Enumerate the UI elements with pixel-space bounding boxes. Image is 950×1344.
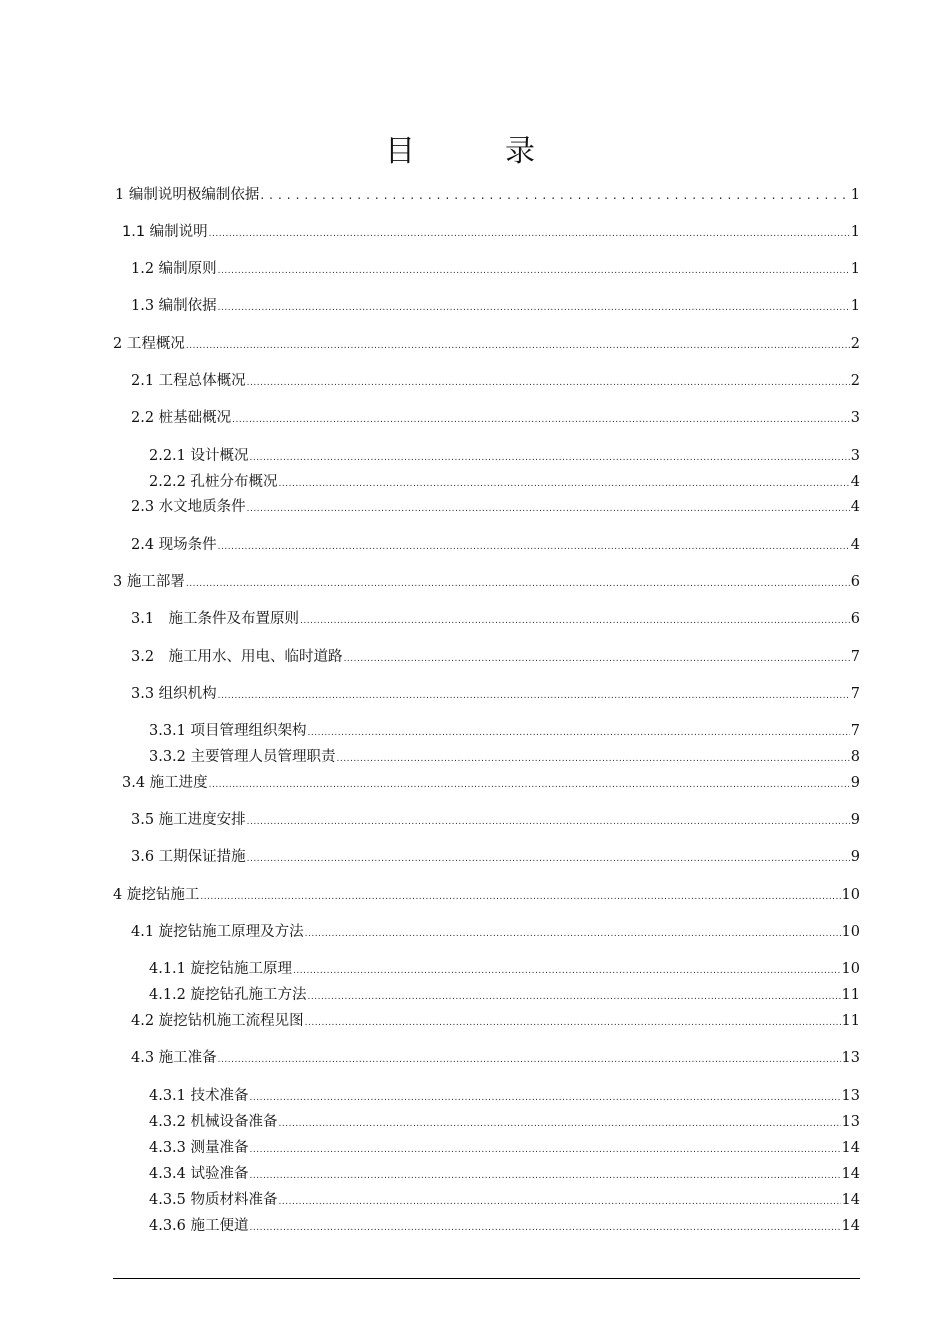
toc-leader-dots [186, 337, 850, 355]
toc-entry-page: 3 [850, 448, 860, 464]
toc-entry[interactable] [149, 473, 860, 493]
toc-entry-page: 9 [850, 812, 860, 828]
toc-leader-dots [232, 411, 850, 429]
toc-leader-dots [218, 687, 850, 705]
toc-entry-page: 13 [841, 1088, 860, 1104]
toc-leader-dots [250, 1141, 841, 1159]
toc-entry[interactable] [122, 774, 860, 794]
toc-entry-page: 14 [841, 1166, 860, 1182]
toc-entry-page: 4 [850, 499, 860, 515]
toc-entry-page: 4 [850, 537, 860, 553]
toc-entry[interactable] [113, 335, 860, 355]
toc-entry-page: 3 [850, 410, 860, 426]
toc-entry[interactable] [131, 685, 860, 705]
toc-entry-label: 4.3.5 物质材料准备 [149, 1192, 278, 1208]
toc-entry-page: 14 [841, 1192, 860, 1208]
toc-entry-page: 2 [850, 336, 860, 352]
toc-entry[interactable] [131, 409, 860, 429]
toc-leader-dots [250, 449, 850, 467]
toc-entry-page: 1 [850, 187, 860, 203]
toc-entry-label: 4.3 施工准备 [131, 1050, 217, 1066]
toc-entry-label: 1.2 编制原则 [131, 261, 217, 277]
toc-entry-page: 9 [850, 775, 860, 791]
toc-entry-label: 4.3.2 机械设备准备 [149, 1114, 278, 1130]
page-title: 目 录 [385, 134, 565, 169]
toc-leader-dots [218, 1051, 841, 1069]
toc-entry-page: 13 [841, 1050, 860, 1066]
toc-entry[interactable] [149, 1191, 860, 1211]
toc-entry[interactable] [131, 372, 860, 392]
toc-entry-page: 7 [850, 723, 860, 739]
toc-entry-label: 3.6 工期保证措施 [131, 849, 246, 865]
toc-entry-label: 4.3.3 测量准备 [149, 1140, 249, 1156]
toc-entry-label: 3.3.1 项目管理组织架构 [149, 723, 307, 739]
toc-entry-page: 10 [841, 961, 860, 977]
toc-leader-dots [209, 776, 850, 794]
toc-entry[interactable] [149, 986, 860, 1006]
toc-entry-page: 13 [841, 1114, 860, 1130]
toc-entry-label: 1.1 编制说明 [122, 224, 208, 240]
toc-entry-label: 3.3.2 主要管理人员管理职责 [149, 749, 336, 765]
toc-entry[interactable] [131, 648, 860, 668]
toc-entry[interactable] [131, 1049, 860, 1069]
toc-entry[interactable] [131, 498, 860, 518]
toc-entry-label: 2.2.2 孔桩分布概况 [149, 474, 278, 490]
toc-leader-dots [308, 724, 850, 742]
toc-entry-page: 2 [850, 373, 860, 389]
toc-leader-dots [305, 1014, 841, 1032]
toc-entry-label: 3 施工部署 [113, 574, 185, 590]
toc-entry-page: 1 [850, 261, 860, 277]
toc-entry-label: 3.5 施工进度安排 [131, 812, 246, 828]
toc-entry-label: 3.4 施工进度 [122, 775, 208, 791]
toc-entry-page: 6 [850, 611, 860, 627]
toc-entry[interactable] [113, 573, 860, 593]
toc-entry[interactable] [149, 960, 860, 980]
toc-entry-page: 11 [841, 987, 860, 1003]
toc-entry[interactable] [131, 536, 860, 556]
toc-entry-page: 7 [850, 649, 860, 665]
toc-entry[interactable] [149, 748, 860, 768]
toc-entry[interactable] [131, 1012, 860, 1032]
toc-entry[interactable] [149, 1165, 860, 1185]
toc-entry[interactable] [131, 923, 860, 943]
toc-leader-dots [300, 612, 850, 630]
toc-leader-dots [218, 299, 850, 317]
toc-entry[interactable] [149, 722, 860, 742]
toc-entry-page: 11 [841, 1013, 860, 1029]
toc-leader-dots [308, 988, 841, 1006]
toc-leader-dots [250, 1089, 841, 1107]
toc-leader-dots [250, 1167, 841, 1185]
toc-entry-label: 3.3 组织机构 [131, 686, 217, 702]
toc-entry-page: 8 [850, 749, 860, 765]
toc-entry[interactable] [149, 1087, 860, 1107]
toc-entry[interactable] [113, 886, 860, 906]
toc-entry-label: 2.3 水文地质条件 [131, 499, 246, 515]
toc-entry-page: 7 [850, 686, 860, 702]
toc-entry-label: 4 旋挖钻施工 [113, 887, 200, 903]
toc-entry-label: 4.1 旋挖钻施工原理及方法 [131, 924, 304, 940]
toc-entry-label: 4.3.1 技术准备 [149, 1088, 249, 1104]
footer-rule [113, 1278, 860, 1279]
toc-leader-dots [247, 850, 850, 868]
toc-entry-page: 6 [850, 574, 860, 590]
toc-entry[interactable] [131, 297, 860, 317]
toc-leader-dots [247, 500, 850, 518]
toc-entry-page: 4 [850, 474, 860, 490]
toc-entry-label: 4.1.2 旋挖钻孔施工方法 [149, 987, 307, 1003]
toc-leader-dots [279, 475, 850, 493]
toc-entry-label: 4.3.6 施工便道 [149, 1218, 249, 1234]
toc-entry[interactable] [131, 260, 860, 280]
toc-entry-page: 14 [841, 1140, 860, 1156]
toc-entry[interactable] [115, 186, 860, 204]
toc-leader-dots [305, 925, 841, 943]
toc-leader-dots [250, 1219, 841, 1237]
toc-entry-label: 1.3 编制依据 [131, 298, 217, 314]
toc-entry-label: 2.2.1 设计概况 [149, 448, 249, 464]
toc-entry-label: 2.4 现场条件 [131, 537, 217, 553]
toc-entry-label: 4.2 旋挖钻机施工流程见图 [131, 1013, 304, 1029]
toc-entry-label: 2 工程概况 [113, 336, 185, 352]
toc-entry-page: 1 [850, 298, 860, 314]
toc-entry[interactable] [131, 848, 860, 868]
toc-entry-label: 1 编制说明极编制依据 [115, 187, 260, 203]
toc-entry[interactable] [122, 223, 860, 243]
toc-leader-dots [218, 262, 850, 280]
toc-leader-dots [279, 1193, 841, 1211]
toc-leader-dots [247, 813, 850, 831]
toc-leader-dots [293, 962, 841, 980]
toc-entry-page: 10 [841, 924, 860, 940]
toc-entry[interactable] [149, 1139, 860, 1159]
toc-entry-page: 1 [850, 224, 860, 240]
toc-entry[interactable] [149, 447, 860, 467]
toc-entry[interactable] [131, 811, 860, 831]
toc-leader-dots [279, 1115, 841, 1133]
toc-leader-dots [209, 225, 850, 243]
toc-leader-dots [186, 575, 850, 593]
toc-entry[interactable] [149, 1217, 860, 1237]
toc-entry-label: 4.3.4 试验准备 [149, 1166, 249, 1182]
toc-entry-page: 9 [850, 849, 860, 865]
toc-entry-label: 2.1 工程总体概况 [131, 373, 246, 389]
toc-leader-dots [218, 538, 850, 556]
toc-entry[interactable] [149, 1113, 860, 1133]
toc-entry-page: 14 [841, 1218, 860, 1234]
toc-entry[interactable] [131, 610, 860, 630]
toc-leader-dots [337, 750, 850, 768]
toc-leader-dots [260, 186, 849, 204]
toc-leader-dots [344, 650, 850, 668]
toc-entry-label: 3.2 施工用水、用电、临时道路 [131, 649, 343, 665]
toc-entry-label: 3.1 施工条件及布置原则 [131, 611, 300, 627]
toc-leader-dots [247, 374, 850, 392]
toc-entry-label: 4.1.1 旋挖钻施工原理 [149, 961, 293, 977]
toc-leader-dots [200, 888, 840, 906]
toc-entry-page: 10 [841, 887, 860, 903]
toc-entry-label: 2.2 桩基础概况 [131, 410, 232, 426]
